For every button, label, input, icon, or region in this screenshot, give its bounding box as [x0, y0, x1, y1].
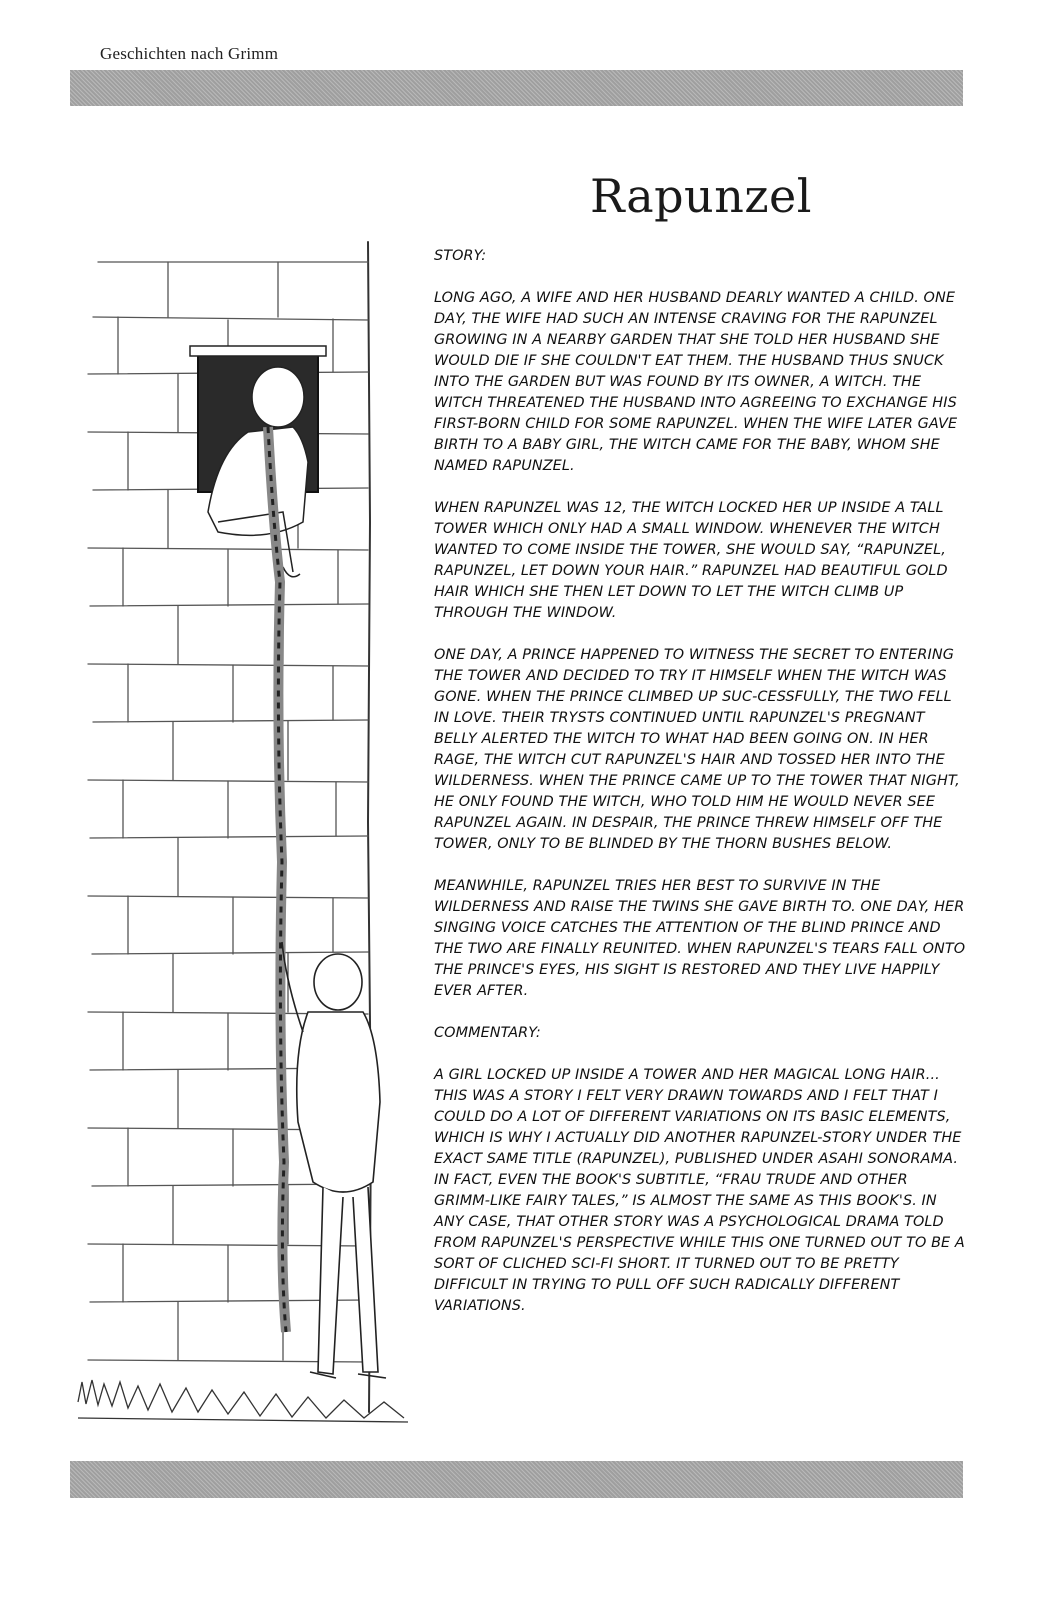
commentary-heading: COMMENTARY: [434, 1025, 541, 1041]
text-column [434, 246, 966, 1338]
header-band [70, 70, 963, 106]
page-title: Rapunzel [590, 168, 812, 223]
commentary-paragraph: A GIRL LOCKED UP INSIDE A TOWER AND HER MAGICAL LONG HAIR... THIS WAS A STORY I FELT VERY DRAWN TOWARDS AND I FELT THAT I COULD DO A LOT OF DIFFERENT VARIATIONS ON ITS BASIC ELEMENTS, WHICH IS WHY I ACTUALLY DID ANOTHER RAPUNZEL-STORY UNDER THE EXACT SAME TITLE (RAPUNZEL), PUBLISHED UNDER ASAHI SONORAMA. IN FACT, EVEN THE BOOK'S SUBTITLE, “FRAU TRUDE AND OTHER GRIMM-LIKE FAIRY TALES,” IS ALMOST THE SAME AS THIS BOOK'S. IN ANY CASE, THAT OTHER STORY WAS A PSYCHOLOGICAL DRAMA TOLD FROM RAPUNZEL'S PERSPECTIVE WHILE THIS ONE TURNED OUT TO BE A SORT OF CLICHED SCI-FI SHORT. IT TURNED OUT TO BE PRETTY DIFFICULT IN TRYING TO PULL OFF SUCH RADICALLY DIFFERENT VARIATIONS. [434, 1067, 965, 1314]
grass [78, 1380, 408, 1422]
rapunzel-tower-illustration [68, 222, 413, 1447]
story-paragraph: LONG AGO, A WIFE AND HER HUSBAND DEARLY WANTED A CHILD. ONE DAY, THE WIFE HAD SUCH AN INTENSE CRAVING FOR THE RAPUNZEL GROWING IN A NEARBY GARDEN THAT SHE TOLD HER HUSBAND SHE WOULD DIE IF SHE COULDN'T EAT THEM. THE HUSBAND THUS SNUCK INTO THE GARDEN BUT WAS FOUND BY ITS OWNER, A WITCH. THE WITCH THREATENED THE HUSBAND INTO AGREEING TO EXCHANGE HIS FIRST-BORN CHILD FOR SOME RAPUNZEL. WHEN THE WIFE LATER GAVE BIRTH TO A BABY GIRL, THE WITCH CAME FOR THE BABY, WHOM SHE NAMED RAPUNZEL. [434, 290, 958, 474]
braid [268, 427, 286, 1332]
footer-band [70, 1461, 963, 1498]
story-paragraph: ONE DAY, A PRINCE HAPPENED TO WITNESS THE SECRET TO ENTERING THE TOWER AND DECIDED TO TRY IT HIMSELF WHEN THE WITCH WAS GONE. WHEN THE PRINCE CLIMBED UP SUC-CESSFULLY, THE TWO FELL IN LOVE. THEIR TRYSTS CONTINUED UNTIL RAPUNZEL'S PREGNANT BELLY ALERTED THE WITCH TO WHAT HAD BEEN GOING ON. IN HER RAGE, THE WITCH CUT RAPUNZEL'S HAIR AND TOSSED HER INTO THE WILDERNESS. WHEN THE PRINCE CAME UP TO THE TOWER THAT NIGHT, HE ONLY FOUND THE WITCH, WHO TOLD HIM HE WOULD NEVER SEE RAPUNZEL AGAIN. IN DESPAIR, THE PRINCE THREW HIMSELF OFF THE TOWER, ONLY TO BE BLINDED BY THE THORN BUSHES BELOW. [434, 647, 960, 852]
story-paragraph: WHEN RAPUNZEL WAS 12, THE WITCH LOCKED HER UP INSIDE A TALL TOWER WHICH ONLY HAD A SMALL WINDOW. WHENEVER THE WITCH WANTED TO COME INSIDE THE TOWER, SHE WOULD SAY, “RAPUNZEL, RAPUNZEL, LET DOWN YOUR HAIR.” RAPUNZEL HAD BEAUTIFUL GOLD HAIR WHICH SHE THEN LET DOWN TO LET THE WITCH CLIMB UP THROUGH THE WINDOW. [434, 500, 948, 621]
story-paragraph: MEANWHILE, RAPUNZEL TRIES HER BEST TO SURVIVE IN THE WILDERNESS AND RAISE THE TWINS SHE GAVE BIRTH TO. ONE DAY, HER SINGING VOICE CATCHES THE ATTENTION OF THE BLIND PRINCE AND THE TWO ARE FINALLY REUNITED. WHEN RAPUNZEL'S TEARS FALL ONTO THE PRINCE'S EYES, HIS SIGHT IS RESTORED AND THEY LIVE HAPPILY EVER AFTER. [434, 878, 966, 999]
story-heading: STORY: [434, 248, 487, 264]
running-header: Geschichten nach Grimm [100, 44, 279, 63]
